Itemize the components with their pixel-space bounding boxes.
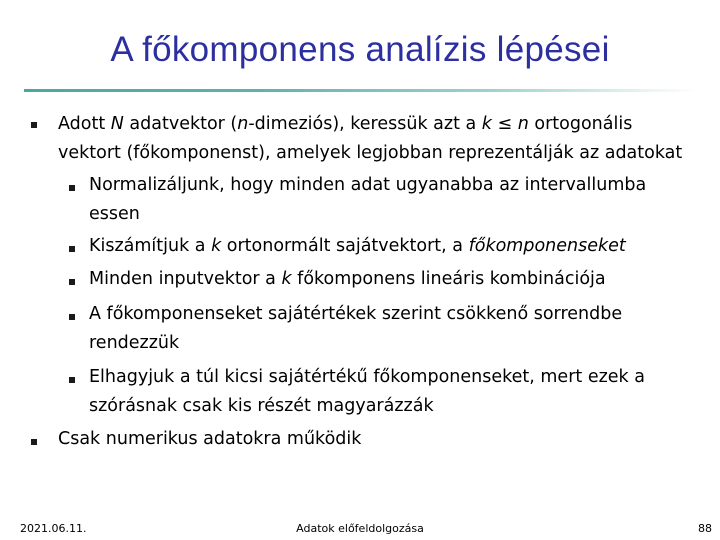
text-run-italic: N (110, 114, 124, 134)
text-run-italic: n (237, 114, 249, 134)
bullet-square-icon (69, 246, 75, 252)
title-divider (24, 89, 696, 92)
footer-page-number: 88 (698, 522, 712, 535)
bullet-square-icon (69, 377, 75, 383)
text-line: rendezzük (89, 333, 180, 353)
text-run-italic: n (517, 114, 529, 134)
text-run-italic: k (211, 236, 222, 256)
text-run: főkomponens lineáris kombinációja (291, 269, 606, 289)
text-run-italic: k (481, 114, 492, 134)
bullet-text-1 (58, 110, 708, 168)
text-run: ortogonális (528, 114, 633, 134)
bullet-text-5 (89, 300, 709, 358)
bullet-square-icon (69, 314, 75, 320)
bullet-text-6 (89, 363, 714, 421)
text-line: Csak numerikus adatokra működik (58, 429, 362, 449)
text-line: A főkomponenseket sajátértékek szerint csökkenő sorrendbe (89, 304, 623, 324)
text-run: Minden inputvektor a (89, 269, 282, 289)
bullet-text-4 (89, 265, 709, 294)
bullet-square-icon (31, 439, 37, 445)
bullet-text-3 (89, 232, 709, 261)
text-line: Elhagyjuk a túl kicsi sajátértékű főkomponenseket, mert ezek a (89, 367, 645, 387)
bullet-text-7 (58, 425, 708, 454)
text-run: Kiszámítjuk a (89, 236, 212, 256)
slide-title: A főkomponens analízis lépései (110, 30, 610, 69)
text-line: essen (89, 204, 140, 224)
bullet-square-icon (31, 122, 37, 128)
text-run: Adott (58, 114, 111, 134)
text-run: -dimeziós), keressük azt a (248, 114, 482, 134)
text-run: ≤ (491, 114, 518, 134)
bullet-square-icon (69, 279, 75, 285)
text-line: Normalizáljunk, hogy minden adat ugyanabba az intervallumba (89, 175, 647, 195)
footer-date: 2021.06.11. (20, 522, 87, 535)
footer-title: Adatok előfeldolgozása (296, 522, 424, 535)
text-run-italic: k (281, 269, 292, 289)
text-run: ortonormált sajátvektort, a (221, 236, 469, 256)
bullet-text-2 (89, 171, 709, 229)
text-run: adatvektor ( (123, 114, 238, 134)
text-line: vektort (főkomponenst), amelyek legjobban reprezentálják az adatokat (58, 143, 683, 163)
text-run-italic: főkomponenseket (468, 236, 626, 256)
text-line: szórásnak csak kis részét magyarázzák (89, 396, 434, 416)
bullet-square-icon (69, 185, 75, 191)
